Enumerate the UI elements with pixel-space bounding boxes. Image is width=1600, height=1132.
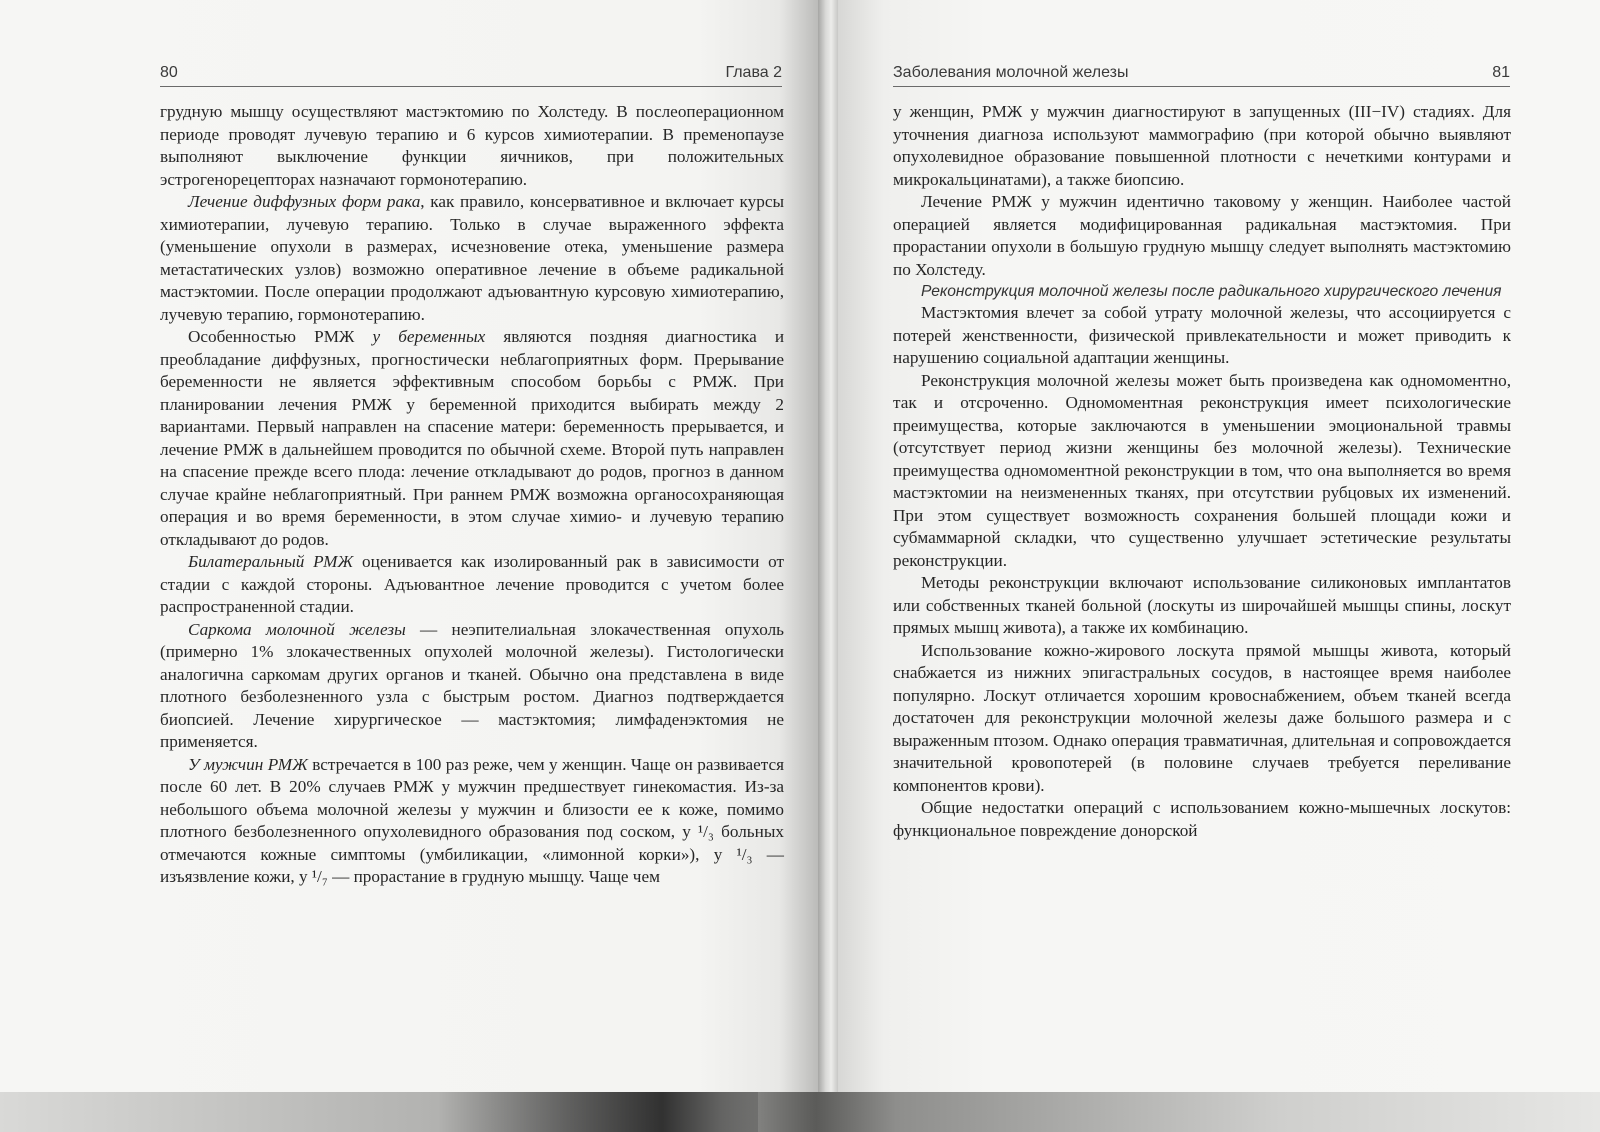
italic-term: у беременных bbox=[372, 327, 486, 346]
paragraph: Лечение РМЖ у мужчин идентично таковому у женщин. Наиболее частой операцией является модифицированная радикальная мастэктомия. При прорастании опухоли в большую грудную мышцу следует выполнять мастэктомию по Холстеду. bbox=[893, 192, 1511, 279]
right-page-number: 81 bbox=[1492, 64, 1510, 81]
italic-term: Лечение диффузных форм рака bbox=[188, 192, 421, 211]
italic-term: У мужчин РМЖ bbox=[188, 754, 308, 774]
paragraph: у женщин, РМЖ у мужчин диагностируют в запущенных (III−IV) стадиях. Для уточнения диагноза используют маммографию (при которой обычно выявляют опухолевидное образование повышенной плотности с нечеткими контурами и микрокальцинатами), а также биопсию. bbox=[893, 102, 1511, 189]
italic-term: Саркома молочной железы bbox=[188, 619, 406, 639]
scan-bottom-edge bbox=[0, 1092, 1600, 1132]
right-running-header bbox=[893, 58, 1510, 87]
paragraph-text: оценивается как изолированный рак в зависимости от стадии с каждой стороны. Адъювантное лечение проводится с учетом более распространенной стадии. bbox=[160, 552, 784, 616]
paragraph: Реконструкция молочной железы может быть произведена как одномоментно, так и отсроченно. Одномоментная реконструкция имеет психологические преимущества, которые заключаются в уменьшении эмоциональной травмы (отсутствует период жизни женщины без молочной железы). Технические преимущества одномоментной реконструкции в том, что она выполняется во время мастэктомии на неизмененных тканях, при отсутствии рубцовых их изменений. При этом существует возможность сохранения большей площади кожи и субмаммарной складки, что существенно улучшает эстетические результаты реконструкции. bbox=[893, 370, 1511, 570]
left-body-text bbox=[160, 101, 784, 889]
paragraph: Общие недостатки операций с использованием кожно-мышечных лоскутов: функциональное повреждение донорской bbox=[893, 798, 1511, 840]
paragraph: Методы реконструкции включают использование силиконовых имплантатов или собственных тканей больной (лоскуты из широчайшей мышцы спины, лоскут прямых мышц живота), а также их комбинацию. bbox=[893, 573, 1511, 637]
paragraph-text: , как правило, консервативное и включает курсы химиотерапии, лучевую терапию. Только в случае выраженного эффекта (уменьшение опухоли в размерах, исчезновение отека, уменьшение размера метастатических узлов) возможно оперативное лечение в объеме радикальной мастэктомии. После операции продолжают адъювантную курсовую химиотерапию, лучевую терапию, гормонотерапию. bbox=[160, 192, 784, 324]
scan-shadow bbox=[438, 1092, 758, 1132]
left-page-number: 80 bbox=[160, 64, 178, 81]
paragraph-text: Особенностью РМЖ bbox=[188, 327, 373, 346]
left-running-header bbox=[160, 58, 782, 87]
paragraph bbox=[160, 326, 784, 551]
right-section-title: Заболевания молочной железы bbox=[893, 64, 1129, 81]
left-chapter-title: Глава 2 bbox=[725, 64, 782, 81]
paragraph bbox=[160, 191, 784, 326]
paragraph bbox=[160, 551, 784, 619]
paragraph-text: встречается в 100 раз реже, чем у женщин. Чаще он развивается после 60 лет. В 20% случаев РМЖ у мужчин предшествует гинекомастия. Из-за небольшого объема молочной железы у мужчин и близости ее к коже, помимо плотного безболезненного опухолевидного образования под соском, у ¹/₃ больных отмечаются кожные симптомы (умбиликации, «лимонной корки»), у ¹/₃ — изъязвление кожи, у ¹/₇ — прорастание в грудную мышцу. Чаще чем bbox=[160, 754, 784, 886]
paragraph bbox=[160, 619, 784, 754]
paragraph bbox=[160, 101, 784, 191]
italic-term: Билатеральный РМЖ bbox=[188, 552, 354, 571]
section-subheading: Реконструкция молочной железы после радикального хирургического лечения bbox=[921, 283, 1502, 300]
paragraph-text: грудную мышцу осуществляют мастэктомию по Холстеду. В послеоперационном периоде проводят лучевую терапию и 6 курсов химиотерапии. В пременопаузе выполняют выключение функции яичников, при положительных эстрогенорецепторах назначают гормонотерапию. bbox=[160, 102, 784, 189]
right-body-text bbox=[893, 101, 1511, 842]
paragraph-text: — неэпителиальная злокачественная опухоль (примерно 1% злокачественных опухолей молочной железы). Гистологически аналогична саркомам других органов и тканей. Обычно она представлена в виде плотного безболезненного узла с быстрым ростом. Диагноз подтверждается биопсией. Лечение хирургическое — мастэктомия; лимфаденэктомия не применяется. bbox=[160, 619, 785, 751]
paragraph: Использование кожно-жирового лоскута прямой мышцы живота, который снабжается из нижних эпигастральных сосудов, в настоящее время наиболее популярно. Лоскут отличается хорошим кровоснабжением, объем тканей всегда достаточен для реконструкции молочной железы даже большого размера и с выраженным птозом. Однако операция травматичная, длительная и сопровождается значительной кровопотерей (в половине случаев требуется переливание компонентов крови). bbox=[893, 640, 1511, 795]
paragraph: Мастэктомия влечет за собой утрату молочной железы, что ассоциируется с потерей женственности, физической привлекательности и может приводить к нарушению социальной адаптации женщины. bbox=[893, 303, 1511, 367]
paragraph-text: являются поздняя диагностика и преобладание диффузных, прогностически неблагоприятных форм. Прерывание беременности не является эффективным способом борьбы с РМЖ. При планировании лечения РМЖ у беременной приходится выбирать между 2 вариантами. Первый направлен на спасение матери: беременность прерывается, и лечение РМЖ в дальнейшем проводится по обычной схеме. Второй путь направлен на спасение прежде всего плода: лечение откладывают до родов, прогноз в данном случае крайне неблагоприятный. При раннем РМЖ возможна органосохраняющая операция и во время беременности, в этом случае химио- и лучевую терапию откладывают до родов. bbox=[160, 327, 785, 549]
paragraph bbox=[160, 754, 784, 889]
book-gutter bbox=[818, 0, 840, 1096]
